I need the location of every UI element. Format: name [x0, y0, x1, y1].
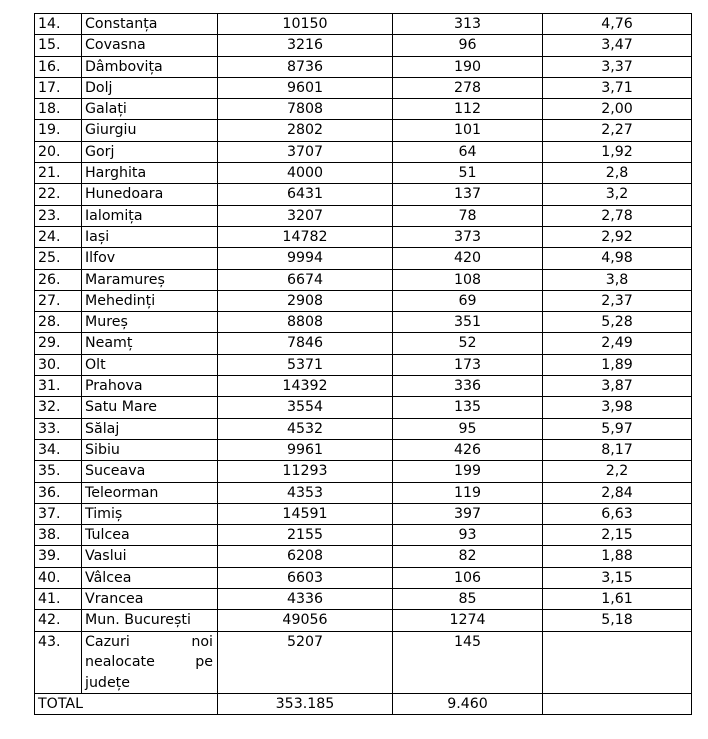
row-number: 30. — [35, 354, 82, 375]
table-row — [35, 141, 692, 162]
row-number: 33. — [35, 418, 82, 439]
county-name: Cazuri noi nealocate pe județe — [82, 631, 218, 694]
county-name: Vâlcea — [82, 567, 218, 588]
incidence-rate: 2,2 — [543, 461, 692, 482]
row-number: 29. — [35, 333, 82, 354]
row-number: 15. — [35, 35, 82, 56]
incidence-rate: 4,76 — [543, 14, 692, 35]
total-cases: 11293 — [218, 461, 393, 482]
county-name: Constanța — [82, 14, 218, 35]
row-number: 14. — [35, 14, 82, 35]
county-name: Olt — [82, 354, 218, 375]
table-row — [35, 461, 692, 482]
total-cases: 49056 — [218, 610, 393, 631]
table-row — [35, 525, 692, 546]
total-cases: 6674 — [218, 269, 393, 290]
county-name: Timiș — [82, 503, 218, 524]
table-row — [35, 546, 692, 567]
county-name: Mun. București — [82, 610, 218, 631]
county-name: Prahova — [82, 376, 218, 397]
new-cases: 351 — [393, 312, 543, 333]
incidence-rate: 2,78 — [543, 205, 692, 226]
county-name: Maramureș — [82, 269, 218, 290]
incidence-rate — [543, 631, 692, 694]
county-name: Gorj — [82, 141, 218, 162]
incidence-rate: 5,18 — [543, 610, 692, 631]
table-row — [35, 14, 692, 35]
table-row — [35, 610, 692, 631]
new-cases: 135 — [393, 397, 543, 418]
new-cases: 82 — [393, 546, 543, 567]
total-cases: 9601 — [218, 77, 393, 98]
incidence-rate: 5,28 — [543, 312, 692, 333]
total-label: TOTAL — [35, 694, 218, 715]
total-cases: 9994 — [218, 248, 393, 269]
total-rate-empty — [543, 694, 692, 715]
county-name: Sibiu — [82, 439, 218, 460]
new-cases: 145 — [393, 631, 543, 694]
incidence-rate: 8,17 — [543, 439, 692, 460]
incidence-rate: 3,15 — [543, 567, 692, 588]
county-name: Satu Mare — [82, 397, 218, 418]
total-cases: 6208 — [218, 546, 393, 567]
county-table-wrapper — [34, 13, 691, 715]
incidence-rate: 3,71 — [543, 77, 692, 98]
incidence-rate: 4,98 — [543, 248, 692, 269]
row-number: 18. — [35, 99, 82, 120]
incidence-rate: 2,84 — [543, 482, 692, 503]
row-number: 21. — [35, 163, 82, 184]
county-cases-table — [34, 13, 692, 715]
row-number: 36. — [35, 482, 82, 503]
total-cases: 2908 — [218, 290, 393, 311]
row-number: 23. — [35, 205, 82, 226]
row-number: 41. — [35, 589, 82, 610]
county-name: Mehedinți — [82, 290, 218, 311]
new-cases: 95 — [393, 418, 543, 439]
total-row — [35, 694, 692, 715]
table-row — [35, 418, 692, 439]
incidence-rate: 2,27 — [543, 120, 692, 141]
total-cases: 9961 — [218, 439, 393, 460]
row-number: 43. — [35, 631, 82, 694]
table-row — [35, 312, 692, 333]
new-cases: 96 — [393, 35, 543, 56]
new-cases: 108 — [393, 269, 543, 290]
county-name: Vaslui — [82, 546, 218, 567]
new-cases: 199 — [393, 461, 543, 482]
county-name: Galați — [82, 99, 218, 120]
county-name: Tulcea — [82, 525, 218, 546]
table-row — [35, 376, 692, 397]
total-cases: 4532 — [218, 418, 393, 439]
table-row — [35, 205, 692, 226]
total-cases: 10150 — [218, 14, 393, 35]
row-number: 19. — [35, 120, 82, 141]
total-cases: 14591 — [218, 503, 393, 524]
incidence-rate: 2,49 — [543, 333, 692, 354]
row-number: 20. — [35, 141, 82, 162]
table-row — [35, 35, 692, 56]
total-cases: 5207 — [218, 631, 393, 694]
row-number: 16. — [35, 56, 82, 77]
table-row — [35, 226, 692, 247]
row-number: 24. — [35, 226, 82, 247]
total-cases-sum: 353.185 — [218, 694, 393, 715]
new-cases: 101 — [393, 120, 543, 141]
county-name: Harghita — [82, 163, 218, 184]
total-cases: 3554 — [218, 397, 393, 418]
table-row — [35, 631, 692, 694]
new-cases: 420 — [393, 248, 543, 269]
total-cases: 5371 — [218, 354, 393, 375]
new-cases: 173 — [393, 354, 543, 375]
incidence-rate: 3,37 — [543, 56, 692, 77]
county-name: Neamț — [82, 333, 218, 354]
table-body — [35, 14, 692, 715]
incidence-rate: 2,15 — [543, 525, 692, 546]
county-name: Ialomița — [82, 205, 218, 226]
incidence-rate: 3,98 — [543, 397, 692, 418]
new-cases: 78 — [393, 205, 543, 226]
total-cases: 7846 — [218, 333, 393, 354]
new-cases: 313 — [393, 14, 543, 35]
row-number: 38. — [35, 525, 82, 546]
total-cases: 2802 — [218, 120, 393, 141]
table-row — [35, 99, 692, 120]
county-name: Covasna — [82, 35, 218, 56]
table-row — [35, 354, 692, 375]
total-cases: 14782 — [218, 226, 393, 247]
incidence-rate: 2,8 — [543, 163, 692, 184]
total-cases: 3707 — [218, 141, 393, 162]
new-cases: 51 — [393, 163, 543, 184]
incidence-rate: 3,2 — [543, 184, 692, 205]
total-cases: 6603 — [218, 567, 393, 588]
row-number: 40. — [35, 567, 82, 588]
total-cases: 4336 — [218, 589, 393, 610]
new-cases: 112 — [393, 99, 543, 120]
row-number: 34. — [35, 439, 82, 460]
county-name: Sălaj — [82, 418, 218, 439]
county-name: Teleorman — [82, 482, 218, 503]
table-row — [35, 589, 692, 610]
new-cases: 1274 — [393, 610, 543, 631]
incidence-rate: 1,61 — [543, 589, 692, 610]
incidence-rate: 2,00 — [543, 99, 692, 120]
row-number: 26. — [35, 269, 82, 290]
incidence-rate: 5,97 — [543, 418, 692, 439]
table-row — [35, 163, 692, 184]
incidence-rate: 1,89 — [543, 354, 692, 375]
table-row — [35, 333, 692, 354]
total-cases: 14392 — [218, 376, 393, 397]
row-number: 17. — [35, 77, 82, 98]
new-cases: 137 — [393, 184, 543, 205]
new-cases: 190 — [393, 56, 543, 77]
new-cases: 106 — [393, 567, 543, 588]
table-row — [35, 120, 692, 141]
table-row — [35, 290, 692, 311]
table-row — [35, 503, 692, 524]
table-row — [35, 56, 692, 77]
new-cases: 64 — [393, 141, 543, 162]
incidence-rate: 3,8 — [543, 269, 692, 290]
county-name: Suceava — [82, 461, 218, 482]
row-number: 37. — [35, 503, 82, 524]
table-row — [35, 269, 692, 290]
new-cases: 397 — [393, 503, 543, 524]
incidence-rate: 3,87 — [543, 376, 692, 397]
new-cases: 278 — [393, 77, 543, 98]
county-name: Ilfov — [82, 248, 218, 269]
total-cases: 7808 — [218, 99, 393, 120]
new-cases: 119 — [393, 482, 543, 503]
row-number: 32. — [35, 397, 82, 418]
row-number: 39. — [35, 546, 82, 567]
incidence-rate: 2,37 — [543, 290, 692, 311]
new-cases: 336 — [393, 376, 543, 397]
table-row — [35, 482, 692, 503]
table-row — [35, 397, 692, 418]
new-cases: 52 — [393, 333, 543, 354]
row-number: 27. — [35, 290, 82, 311]
incidence-rate: 1,88 — [543, 546, 692, 567]
new-cases: 373 — [393, 226, 543, 247]
table-row — [35, 248, 692, 269]
total-cases: 3216 — [218, 35, 393, 56]
incidence-rate: 6,63 — [543, 503, 692, 524]
table-row — [35, 439, 692, 460]
incidence-rate: 3,47 — [543, 35, 692, 56]
table-row — [35, 184, 692, 205]
county-name: Dolj — [82, 77, 218, 98]
total-cases: 4353 — [218, 482, 393, 503]
county-name: Giurgiu — [82, 120, 218, 141]
total-cases: 8736 — [218, 56, 393, 77]
county-name: Dâmbovița — [82, 56, 218, 77]
total-cases: 2155 — [218, 525, 393, 546]
total-new-sum: 9.460 — [393, 694, 543, 715]
new-cases: 93 — [393, 525, 543, 546]
table-row — [35, 77, 692, 98]
row-number: 31. — [35, 376, 82, 397]
new-cases: 426 — [393, 439, 543, 460]
row-number: 28. — [35, 312, 82, 333]
county-name: Vrancea — [82, 589, 218, 610]
total-cases: 3207 — [218, 205, 393, 226]
total-cases: 4000 — [218, 163, 393, 184]
county-name: Iași — [82, 226, 218, 247]
total-cases: 6431 — [218, 184, 393, 205]
incidence-rate: 2,92 — [543, 226, 692, 247]
table-row — [35, 567, 692, 588]
new-cases: 85 — [393, 589, 543, 610]
row-number: 35. — [35, 461, 82, 482]
row-number: 42. — [35, 610, 82, 631]
row-number: 25. — [35, 248, 82, 269]
row-number: 22. — [35, 184, 82, 205]
new-cases: 69 — [393, 290, 543, 311]
county-name: Hunedoara — [82, 184, 218, 205]
total-cases: 8808 — [218, 312, 393, 333]
incidence-rate: 1,92 — [543, 141, 692, 162]
county-name: Mureș — [82, 312, 218, 333]
